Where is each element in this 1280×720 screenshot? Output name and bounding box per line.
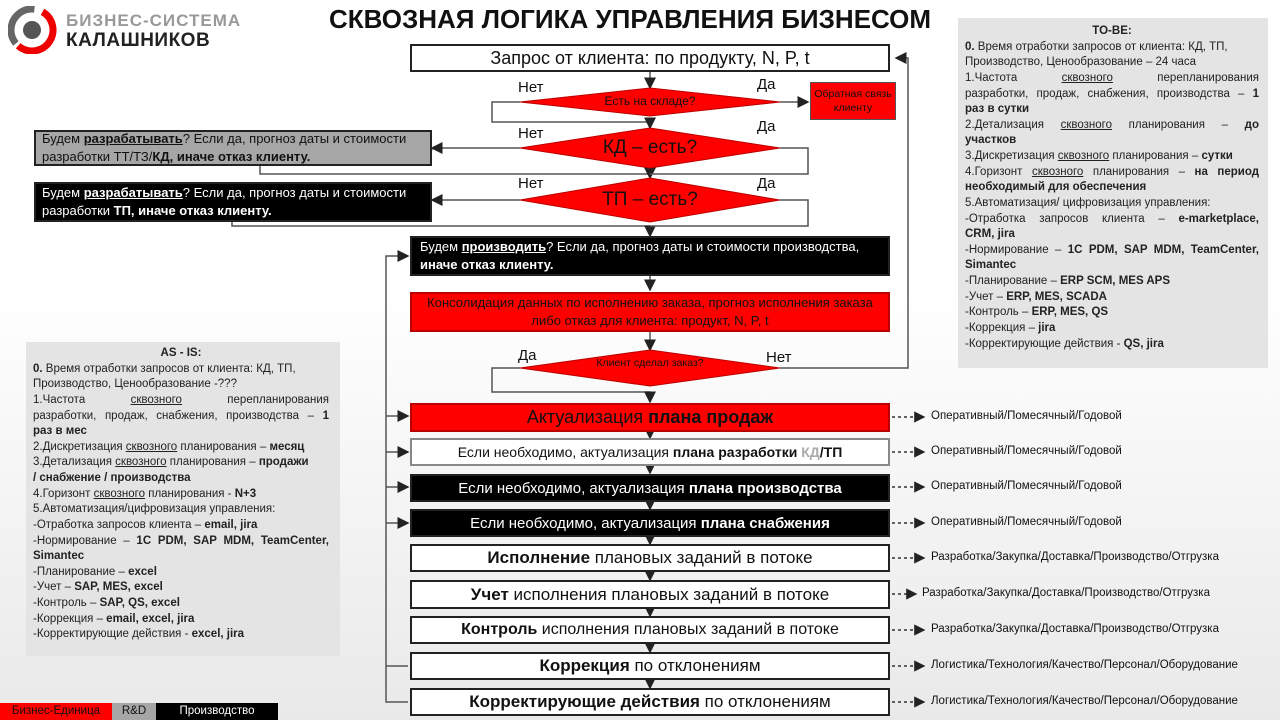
step-correction xyxy=(410,652,890,680)
as-is-p5: 5.Автоматизация/цифровизация управления: xyxy=(33,503,276,516)
logo-line1: БИЗНЕС-СИСТЕМА xyxy=(66,11,242,30)
as-is-p2: 2.Дискретизация сквозного планирования – месяц xyxy=(33,440,305,453)
step-dev-plan-text: Если необходимо, актуализация плана разработки КД/ТП xyxy=(457,444,843,460)
production-text: Будем производить? Если да, прогноз даты и стоимости производства, иначе отказ клиенту. xyxy=(420,239,860,272)
dev-kd-text: Будем разрабатывать? Если да, прогноз даты и стоимости разработки ТТ/ТЗ/КД, иначе отказ клиенту. xyxy=(42,131,407,164)
as-is-l4: -Учет – SAP, MES, excel xyxy=(33,581,163,594)
feedback-box xyxy=(810,82,896,120)
step-note: Оперативный/Помесячный/Годовой xyxy=(931,410,1122,422)
to-be-p0: 0. Время отработки запросов от клиента: КД, ТП, Производство, Ценообразование – 24 часа xyxy=(965,40,1228,69)
request-text: Запрос от клиента: по продукту, N, P, t xyxy=(490,47,810,68)
logo xyxy=(8,6,248,54)
as-is-l2-cont: Simantec xyxy=(33,550,85,563)
as-is-l2: -Нормирование – 1С PDM, SAP MDM, TeamCenter, xyxy=(33,534,329,547)
order-question xyxy=(590,357,710,371)
kd-question: КД – есть? xyxy=(602,137,698,158)
logo-line2: КАЛАШНИКОВ xyxy=(66,30,211,51)
to-be-l6: -Коррекция – jira xyxy=(965,321,1056,334)
step-sales-plan-text: Актуализация плана продаж xyxy=(526,407,774,427)
as-is-title: AS - IS: xyxy=(160,347,202,359)
as-is-p3-cont: / снабжение / производства xyxy=(33,472,191,484)
to-be-l4: -Учет – ERP, MES, SCADA xyxy=(965,290,1107,303)
to-be-p5: 5.Автоматизация/ цифровизация управления: xyxy=(965,196,1211,209)
to-be-p1-cont: разработки, продаж, снабжения, производства – 1 xyxy=(965,87,1259,100)
order-question-text: Клиент сделал заказ? xyxy=(596,357,704,369)
to-be-title: TO-BE: xyxy=(1092,25,1132,37)
to-be-l1: -Отработка запросов клиента – e-marketplace, xyxy=(965,212,1259,225)
to-be-l2-cont: Simantec xyxy=(965,259,1017,272)
step-production-plan xyxy=(410,474,890,502)
feedback-text: Обратная связь клиенту xyxy=(814,87,892,114)
step-production-plan-text: Если необходимо, актуализация плана производства xyxy=(458,479,842,497)
order-yes-label: Да xyxy=(518,347,537,364)
to-be-p4: 4.Горизонт сквозного планирования – на период xyxy=(965,165,1260,178)
tp-question: ТП – есть? xyxy=(602,189,698,210)
stock-yes-label: Да xyxy=(757,76,776,93)
step-sales-plan xyxy=(410,403,890,432)
logo-icon xyxy=(8,6,60,54)
dev-kd-box xyxy=(34,130,432,166)
legend-rd: R&D xyxy=(112,703,156,720)
as-is-p1: 1.Частота сквозного перепланирования xyxy=(33,393,329,406)
step-corrective-actions-text: Корректирующие действия по отклонениям xyxy=(469,692,831,711)
to-be-l5: -Контроль – ERP, MES, QS xyxy=(965,306,1109,319)
step-correction-text: Коррекция по отклонениям xyxy=(539,656,761,675)
step-control xyxy=(410,616,890,644)
kd-yes-label: Да xyxy=(757,118,776,135)
to-be-p1: 1.Частота сквозного перепланирования xyxy=(965,71,1259,84)
to-be-p4-cont: необходимый для обеспечения xyxy=(965,181,1147,194)
stock-no-label: Нет xyxy=(518,79,544,96)
tp-no-label: Нет xyxy=(518,175,544,192)
as-is-p4: 4.Горизонт сквозного планирования - N+3 xyxy=(33,487,257,500)
dev-tp-text: Будем разрабатывать? Если да, прогноз даты и стоимости разработки ТП, иначе отказ клиенту. xyxy=(42,185,407,218)
kd-no-label: Нет xyxy=(518,125,544,142)
step-corrective-actions xyxy=(410,688,890,716)
step-note: Разработка/Закупка/Доставка/Производство/Отгрузка xyxy=(931,551,1219,563)
step-note: Разработка/Закупка/Доставка/Производство/Отгрузка xyxy=(931,623,1219,635)
as-is-l1: -Отработка запросов клиента – email, jira xyxy=(33,518,258,531)
to-be-l7: -Корректирующие действия - QS, jira xyxy=(965,337,1164,350)
to-be-content xyxy=(965,24,1259,352)
to-be-p2-cont: участков xyxy=(965,134,1017,147)
step-supply-plan-text: Если необходимо, актуализация плана снабжения xyxy=(470,514,830,532)
step-note: Разработка/Закупка/Доставка/Производство/Отгрузка xyxy=(922,587,1210,599)
step-note: Логистика/Технология/Качество/Персонал/Оборудование xyxy=(931,695,1238,707)
to-be-p2: 2.Детализация сквозного планирования – до xyxy=(965,118,1259,131)
as-is-l5: -Контроль – SAP, QS, excel xyxy=(33,597,180,609)
step-dev-plan xyxy=(410,438,890,466)
step-accounting xyxy=(410,580,890,609)
to-be-l1-cont: CRM, jira xyxy=(965,228,1015,241)
to-be-p1-end: раз в сутки xyxy=(965,103,1030,116)
as-is-l3: -Планирование – excel xyxy=(33,565,157,578)
step-accounting-text: Учет исполнения плановых заданий в потоке xyxy=(470,584,830,604)
step-control-text: Контроль исполнения плановых заданий в потоке xyxy=(461,621,839,638)
as-is-p3: 3.Детализация сквозного планирования – продажи xyxy=(33,456,309,469)
to-be-l2: -Нормирование – 1С PDM, SAP MDM, TeamCenter, xyxy=(965,243,1259,256)
tp-yes-label: Да xyxy=(757,175,776,192)
order-no-label: Нет xyxy=(766,349,792,366)
request-box xyxy=(410,44,890,72)
step-note: Оперативный/Помесячный/Годовой xyxy=(931,516,1122,528)
to-be-l3: -Планирование – ERP SCM, MES APS xyxy=(965,275,1171,287)
as-is-content xyxy=(33,346,329,643)
dev-tp-box xyxy=(34,182,432,222)
production-box xyxy=(410,236,890,276)
page-title: СКВОЗНАЯ ЛОГИКА УПРАВЛЕНИЯ БИЗНЕСОМ xyxy=(328,4,932,34)
as-is-l7: -Корректирующие действия - excel, jira xyxy=(33,628,245,641)
step-note: Оперативный/Помесячный/Годовой xyxy=(931,480,1122,492)
consolidation-box xyxy=(410,292,890,332)
consolidation-text: Консолидация данных по исполнению заказа, прогноз исполнения заказа либо отказ для клиента: продукт, N, P, t xyxy=(427,295,873,328)
stock-question: Есть на складе? xyxy=(604,94,696,108)
step-note: Логистика/Технология/Качество/Персонал/Оборудование xyxy=(931,659,1238,671)
legend-production: Производство xyxy=(156,703,278,720)
to-be-p3: 3.Дискретизация сквозного планирования – сутки xyxy=(965,150,1233,162)
step-execution xyxy=(410,544,890,572)
step-execution-text: Исполнение плановых заданий в потоке xyxy=(487,548,813,567)
step-supply-plan xyxy=(410,509,890,537)
step-note: Оперативный/Помесячный/Годовой xyxy=(931,445,1122,457)
as-is-p1-cont: разработки, продаж, снабжения, производства – 1 xyxy=(33,409,329,422)
legend-business: Бизнес-Единица xyxy=(0,703,112,720)
as-is-p1-end: раз в мес xyxy=(33,425,87,438)
as-is-p0: 0. Время отработки запросов от клиента: КД, ТП, Производство, Ценообразование -??? xyxy=(33,362,296,391)
as-is-l6: -Коррекция – email, excel, jira xyxy=(33,612,195,625)
